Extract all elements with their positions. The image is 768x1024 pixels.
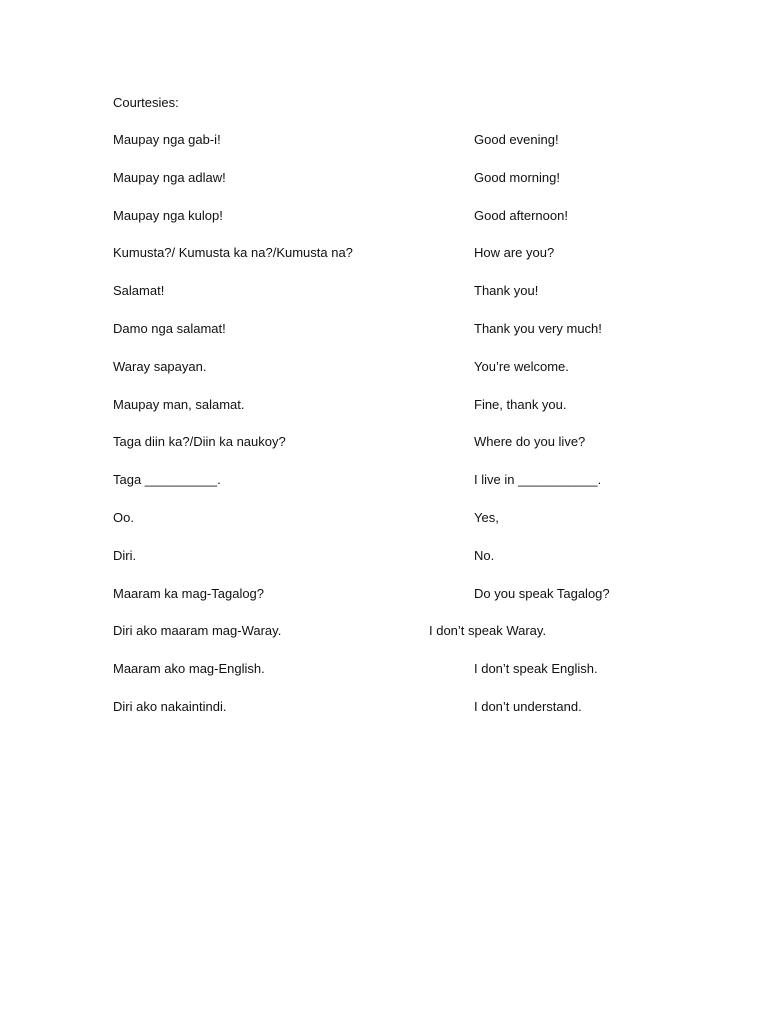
phrase-row <box>0 622 768 660</box>
waray-phrase: Waray sapayan. <box>113 358 207 374</box>
waray-phrase: Diri ako maaram mag-Waray. <box>113 623 282 639</box>
english-translation: Yes, <box>474 509 499 525</box>
waray-phrase: Maupay nga adlaw! <box>113 169 226 185</box>
phrase-row <box>0 320 768 358</box>
phrase-row <box>0 547 768 585</box>
english-translation: Good evening! <box>474 132 559 147</box>
waray-phrase: Kumusta?/ Kumusta ka na?/Kumusta na? <box>113 245 353 261</box>
waray-phrase: Maupay man, salamat. <box>113 396 245 412</box>
waray-phrase: Diri. <box>113 547 137 563</box>
phrase-row <box>0 509 768 547</box>
english-translation: Good morning! <box>474 169 560 185</box>
waray-phrase: Diri ako nakaintindi. <box>113 698 227 714</box>
phrase-row <box>0 169 768 207</box>
waray-phrase: Maaram ka mag-Tagalog? <box>113 585 265 601</box>
phrase-row <box>0 244 768 282</box>
waray-phrase: Damo nga salamat! <box>113 320 226 336</box>
english-translation: Thank you very much! <box>474 320 602 336</box>
english-translation: Where do you live? <box>474 434 586 450</box>
phrase-list <box>0 131 768 736</box>
english-translation: Fine, thank you. <box>474 396 567 412</box>
phrase-row <box>0 358 768 396</box>
waray-phrase: Maupay nga gab-i! <box>113 132 221 147</box>
waray-phrase: Maaram ako mag-English. <box>113 661 265 677</box>
english-translation: Thank you! <box>474 283 539 299</box>
waray-phrase: Salamat! <box>113 283 165 299</box>
phrase-row <box>0 207 768 245</box>
waray-phrase: Taga diin ka?/Diin ka naukoy? <box>113 434 286 450</box>
waray-phrase: Maupay nga kulop! <box>113 207 223 223</box>
english-translation: How are you? <box>474 245 555 261</box>
waray-phrase: Oo. <box>113 509 134 525</box>
english-translation: Good afternoon! <box>474 207 568 223</box>
phrase-row <box>0 698 768 736</box>
english-translation: No. <box>474 547 495 563</box>
section-heading: Courtesies: <box>113 95 179 110</box>
english-translation: I don’t understand. <box>474 698 582 714</box>
english-translation: Do you speak Tagalog? <box>474 585 610 601</box>
waray-phrase: Taga __________. <box>113 472 221 488</box>
english-translation: I don’t speak Waray. <box>429 623 547 639</box>
phrase-row <box>0 131 768 169</box>
english-translation: I don’t speak English. <box>474 661 598 677</box>
phrase-row <box>0 471 768 509</box>
english-translation: I live in ___________. <box>474 472 602 488</box>
phrase-row <box>0 282 768 320</box>
phrase-row <box>0 433 768 471</box>
phrase-row <box>0 585 768 623</box>
phrase-row <box>0 396 768 434</box>
english-translation: You’re welcome. <box>474 358 569 374</box>
phrase-row <box>0 660 768 698</box>
